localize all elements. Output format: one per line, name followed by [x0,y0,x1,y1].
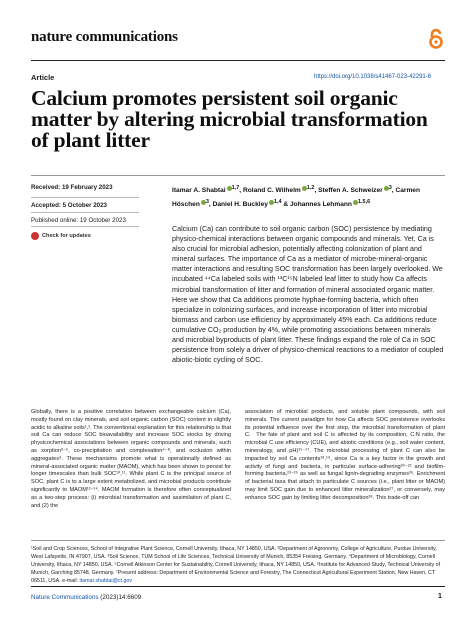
author-affiliation: 1,5,6 [357,198,371,205]
doi-link[interactable]: https://doi.org/10.1038/s41467-023-42291-6 [314,74,432,80]
meta-divider [31,212,139,213]
author-affiliation: 1,2 [306,185,315,191]
affiliation-rule [31,540,445,541]
intro-left-column: Globally, there is a positive correlation between exchangeable calcium (Ca), mostly found on clay minerals, and soil organic carbon (SOC) content in slightly acidic to alkaline soils¹,². The conventional explanation for this relationship is that soil Ca can reduce SOC bioavailability and increase SOC stocks by driving physicochemical associations between organic compounds and minerals, such as sorption³⁻⁵, co-precipitation and complexation⁶⁻⁸, and occlusion within aggregates⁹. These mechanisms promote what is operationally defined as mineral-associated organic matter (MAOM), which has been shown to persist for longer timescales than bulk SOC¹⁰,¹¹. While plant C is the principal source of SOC, plant C is to a large extent metabolized, and microbial products contribute significantly to MAOM¹²⁻¹⁴. MAOM formation is therefore often conceptualized as a two-step process: (i) microbial transformation and assimilation of plant C, and (2) the [31,409,231,509]
journal-name: nature communications [31,29,178,45]
author-list [172,183,444,210]
author-name: , Roland C. Wilhelm [239,187,301,195]
author-affiliation: 3 [205,198,209,205]
footer-rule [31,586,445,587]
meta-divider [31,197,139,198]
author-affiliation: 1,7 [231,185,240,191]
check-for-updates-button[interactable] [31,230,101,241]
page-number: 1 [438,593,442,600]
intro-right-column: association of microbial products, and soluble plant compounds, with soil minerals. The current paradigm for how Ca affects SOC persistence overlooks its potential influence over the first step, the microbial transformation of plant C. The fate of plant and soil C is affected by its composition, C:N ratio, the microbial C use efficiency (CUE), and abiotic conditions (e.g., soil water content, mineralogy, and pH)¹⁵⁻¹⁷. The microbial processing of plant C can also be impacted by soil Ca contents¹⁸,¹⁹, since Ca is a key factor in the growth and activity of fungi and bacteria, in particular surface-adhering²⁰⁻²² and biofilm-forming bacteria,²³⁻²⁵ as well as fungal lignin-degrading enzymes²⁶. Enrichment of bacterial taxa that attach to particulate C sources (i.e., plant litter or MAOM) may limit SOC gain due to enhanced litter mineralization²⁷, or conversely, may enhance SOC gain by limiting litter decomposition²⁸. This trade-off can [245,409,445,501]
article-title: Calcium promotes persistent soil organic matter by altering microbial transformation of plant litter [31,86,428,152]
email-link[interactable]: itamar.shabtai@ct.gov [79,578,133,585]
accepted-date: Accepted: 5 October 2023 [31,202,107,209]
check-updates-icon [31,232,39,240]
author-affiliation: 1,4 [273,198,282,205]
header-rule [31,60,445,61]
author-name: , Daniel H. Buckley [208,200,268,208]
title-rule [31,175,445,176]
affiliations [31,545,445,585]
affiliation-text: ¹Soil and Crop Sciences, School of Integrative Plant Science, Cornell University, Ithaca, NY 14850, USA. ²Department of Agronomy, College of Agriculture, Purdue University, West Lafayette, IN 47907, USA. ³Soil Science, TUM School of Life Sciences, Technical University of Munich, 85354 Freising, Germany. ⁴Department of Microbiology, Cornell University, Ithaca, NY 14850, USA. ⁵Cornell Atkinson Center for Sustainability, Cornell University, Ithaca, NY 14850, USA. ⁶Institute for Advanced Study, Technical University of Munich, Garching 85748, Germany. ⁷Present address: Department of Environmental Science and Forestry, The Connecticut Agricultural Experiment Station, New Haven, CT 06511, USA. [31,546,441,585]
footer-citation [31,594,141,601]
email-label: e-mail: [62,578,80,585]
footer-volume: (2023)14:6609 [100,594,142,601]
author-name: Itamar A. Shabtai [172,187,226,195]
published-date: Published online: 19 October 2023 [31,217,126,224]
author-name: , Carmen Höschen [172,187,420,208]
abstract: Calcium (Ca) can contribute to soil organic carbon (SOC) persistence by mediating physico-chemical interactions between organic compounds and minerals. Yet, Ca is also crucial for microbial adhesion, potentially affecting colonization of plant and mineral surfaces. The importance of Ca as a mediator of microbe-mineral-organic matter interactions and resulting SOC transformation has been largely overlooked. We incubated ⁴⁴Ca labeled soils with ¹³C¹⁵N labeled leaf litter to study how Ca affects microbial transformation of litter and formation of mineral associated organic matter. Here we show that Ca additions promote hyphae-forming bacteria, which often specialize in colonizing surfaces, and increase incorporation of litter into microbial biomass and carbon use efficiency by approximately 45% each. Ca additions reduce cumulative CO₂ production by 4%, while promoting associations between minerals and microbial byproducts of plant litter. These findings expand the role of Ca in SOC persistence from solely a driver of physico-chemical reactions to a mediator of coupled abiotic-biotic cycling of SOC. [172,225,444,365]
article-type-label: Article [31,73,55,82]
author-name: & Johannes Lehmann [281,200,352,208]
author-affiliation: 3 [388,185,392,191]
received-date: Received: 19 February 2023 [31,184,113,191]
footer-journal-name: Nature Communications [31,594,99,601]
check-updates-label: Check for updates [42,232,91,239]
open-access-icon [426,28,446,50]
author-name: , Steffen A. Schweizer [314,187,383,195]
meta-divider [31,226,139,227]
